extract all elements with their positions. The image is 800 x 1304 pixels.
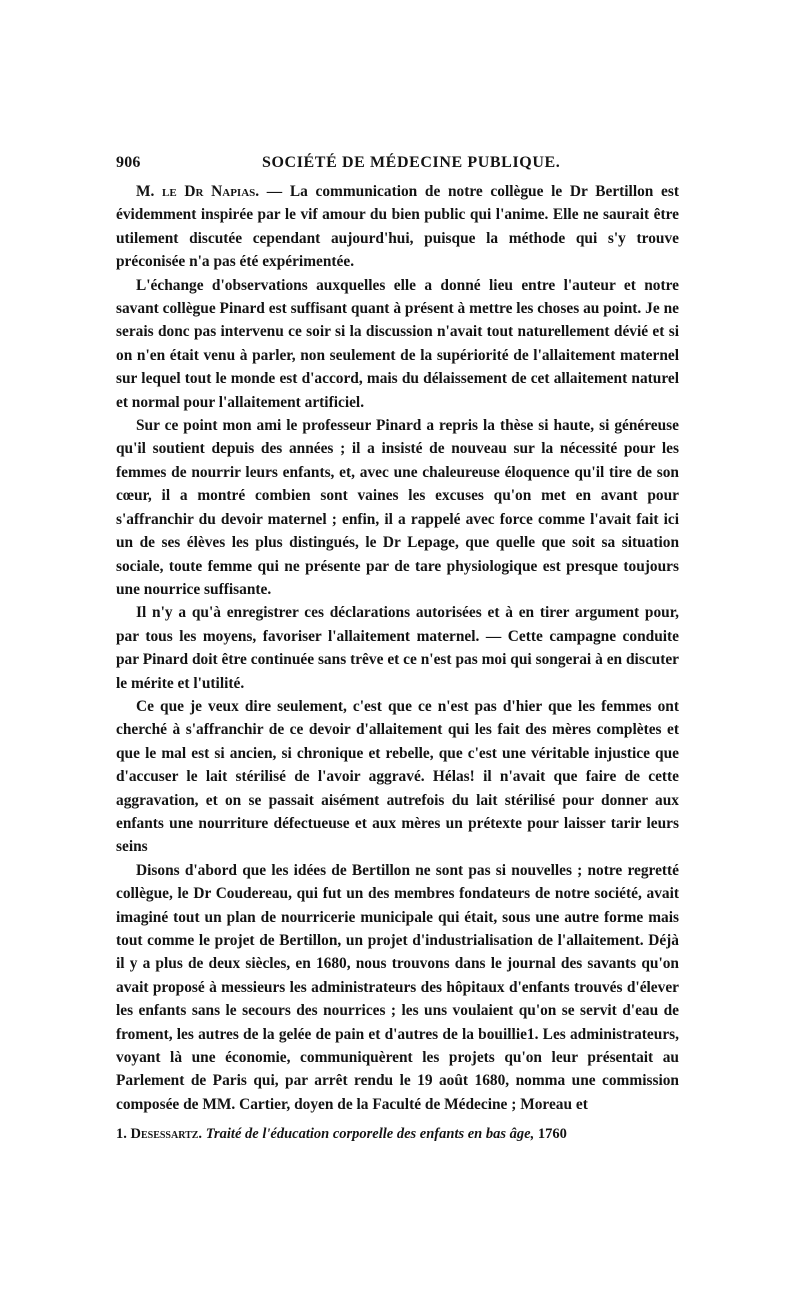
footnote-title: Traité de l'éducation corporelle des enfants en bas âge, — [205, 1126, 535, 1142]
paragraph-3: Sur ce point mon ami le professeur Pinard a repris la thèse si haute, si généreuse qu'il soutient depuis des années ; il a insisté de nouveau sur la nécessité pour les femmes de nourrir leurs enfants, et, avec une chaleureuse éloquence qu'il tire de son cœur, il a montré combien sont vaines les excuses qu'on met en avant pour s'affranchir du devoir maternel ; enfin, il a rappelé avec force comme l'avait fait ici un de ses élèves les plus distingués, le Dr Lepage, que quelle que soit sa situation sociale, toute femme qui ne présente par de tare physiologique est presque toujours une nourrice suffisante. — [116, 417, 679, 598]
paragraph-2: L'échange d'observations auxquelles elle a donné lieu entre l'auteur et notre savant collègue Pinard est suffisant quant à présent à mettre les choses au point. Je ne serais donc pas intervenu ce soir si la discussion n'avait tout naturellement dévié et si on n'en était venu à parler, non seulement de la supériorité de l'allaitement maternel sur lequel tout le monde est d'accord, mais du délaissement de cet allaitement naturel et normal pour l'allaitement artificiel. — [116, 276, 679, 411]
footnote-number: 1. — [116, 1126, 127, 1142]
paragraph-1 — [116, 180, 679, 274]
body-text — [116, 180, 679, 1116]
document-page — [116, 150, 679, 1142]
footnote-year: 1760 — [537, 1126, 567, 1142]
speaker-name: M. le Dr Napias. — [136, 183, 260, 200]
footnote-author: Desessartz. — [130, 1126, 203, 1142]
paragraph-6: Disons d'abord que les idées de Bertillon ne sont pas si nouvelles ; notre regretté collègue, le Dr Coudereau, qui fut un des membres fondateurs de notre société, avait imaginé tout un plan de nourricerie municipale qui était, sous une autre forme mais tout comme le projet de Bertillon, un projet d'industrialisation de l'allaitement. Déjà il y a plus de deux siècles, en 1680, nous trouvons dans le journal des savants qu'on avait proposé à messieurs les administrateurs des hôpitaux d'enfants trouvés d'élever les enfants sans le secours des nourrices ; les uns voulaient qu'on se servit d'eau de froment, les autres de la gelée de pain et d'autres de la bouillie1. Les administrateurs, voyant là une économie, communiquèrent les projets qu'on leur présentait au Parlement de Paris qui, par arrêt rendu le 19 août 1680, nomma une commission composée de MM. Cartier, doyen de la Faculté de Médecine ; Moreau et — [116, 861, 679, 1113]
footnote — [116, 1126, 679, 1143]
paragraph-4: Il n'y a qu'à enregistrer ces déclarations autorisées et à en tirer argument pour, par tous les moyens, favoriser l'allaitement maternel. — Cette campagne conduite par Pinard doit être continuée sans trêve et ce n'est pas moi qui songerai à en discuter le mérite et l'utilité. — [116, 604, 679, 692]
running-title: SOCIÉTÉ DE MÉDECINE PUBLIQUE. — [262, 154, 561, 171]
page-number: 906 — [116, 154, 141, 171]
paragraph-5: Ce que je veux dire seulement, c'est que ce n'est pas d'hier que les femmes ont cherché à s'affranchir de ce devoir d'allaitement qui les fait des mères complètes et que le mal est si ancien, si chronique et rebelle, que c'est une véritable injustice que d'accuser le lait stérilisé de l'avoir aggravé. Hélas! il n'avait que faire de cette aggravation, et on se passait aisément autrefois du lait stérilisé pour donner aux enfants une nourriture défectueuse et aux mères un prétexte pour laisser tarir leurs seins — [116, 697, 679, 856]
running-head — [116, 150, 679, 178]
paragraph-text: — La communication de notre collègue le Dr Bertillon est évidemment inspirée par le vif amour du bien public qui l'anime. Elle ne saurait être utilement discutée cependant aujourd'hui, puisque la méthode qui s'y trouve préconisée n'a pas été expérimentée. — [116, 183, 679, 271]
